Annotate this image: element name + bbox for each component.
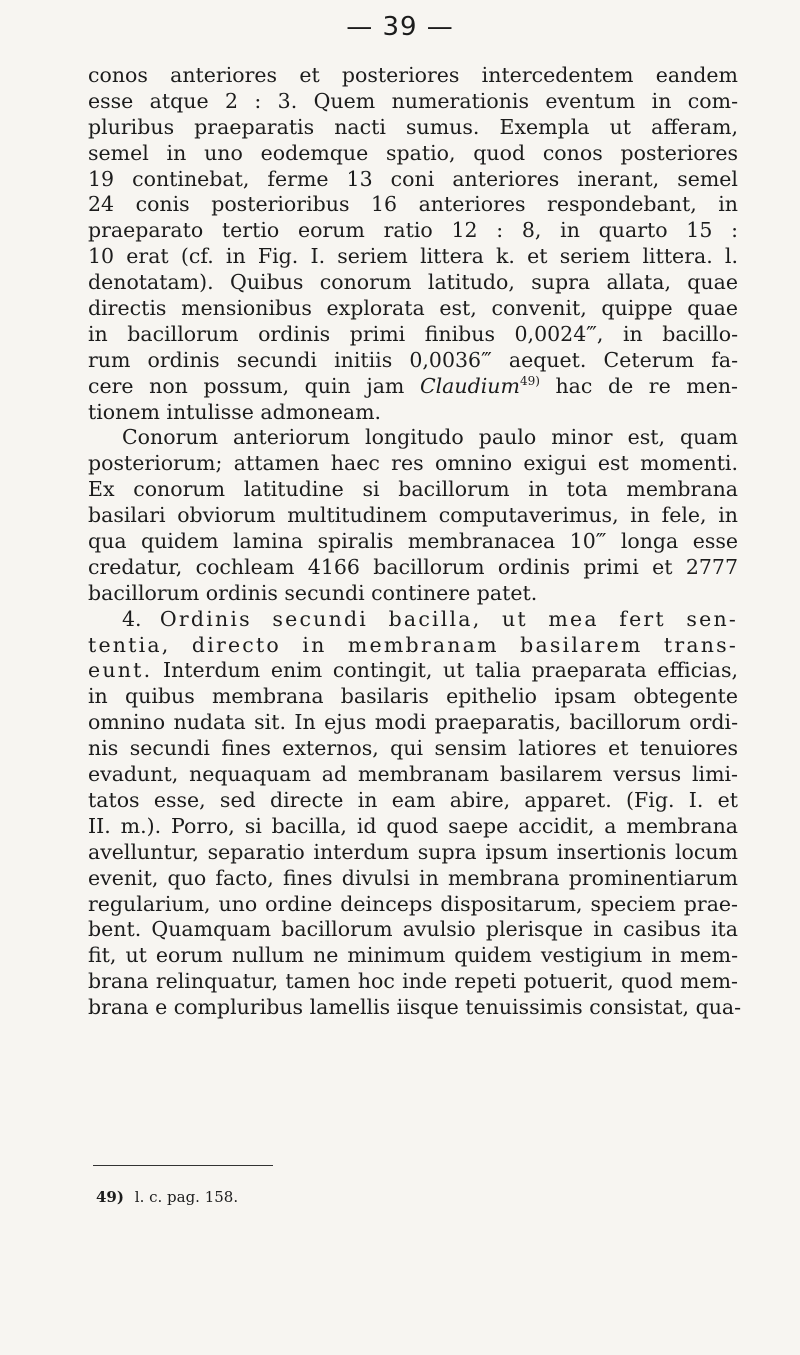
section-heading: eunt.	[88, 658, 153, 683]
page-number: — 39 —	[346, 12, 454, 42]
text-line: in quibus membrana basilaris epithelio ipsam obtegente	[88, 684, 738, 709]
text-line: bent. Quamquam bacillorum avulsio plerisque in casibus ita	[88, 917, 738, 942]
text-line: esse atque 2 : 3. Quem numerationis eventum in com-	[88, 88, 738, 113]
footnote-text: l. c. pag. 158.	[134, 1188, 239, 1206]
text-segment: Interdum enim contingit, ut talia praeparata efficias,	[162, 658, 738, 683]
text-line: rum ordinis secundi initiis 0,0036‴ aequet. Ceterum fa-	[88, 347, 738, 372]
section-heading: Ordinis secundi bacilla, ut mea fert sen-	[159, 606, 738, 631]
footnote-reference: 49)	[519, 373, 540, 388]
text-line: brana relinquatur, tamen hoc inde repeti potuerit, quod mem-	[88, 969, 738, 994]
text-segment: cere non possum, quin jam	[88, 373, 405, 398]
text-line: credatur, cochleam 4166 bacillorum ordinis primi et 2777	[88, 554, 738, 579]
text-line: nis secundi fines externos, qui sensim latiores et tenuiores	[88, 736, 738, 761]
text-line: semel in uno eodemque spatio, quod conos posteriores	[88, 140, 738, 165]
text-line: tionem intulisse admoneam.	[88, 399, 382, 424]
text-line: omnino nudata sit. In ejus modi praeparatis, bacillorum ordi-	[88, 710, 738, 735]
text-line: qua quidem lamina spiralis membranacea 10‴ longa esse	[88, 529, 738, 554]
cited-author: Claudium	[419, 373, 520, 398]
text-line-claudium	[88, 374, 738, 400]
text-line: conos anteriores et posteriores intercedentem eandem	[88, 63, 738, 87]
footnote-mark: 49)	[96, 1188, 124, 1206]
section-heading-line: tentia, directo in membranam basilarem trans-	[88, 632, 738, 657]
text-line: avelluntur, separatio interdum supra ipsum insertionis locum	[88, 839, 738, 864]
text-line: regularium, uno ordine deinceps dispositarum, speciem prae-	[88, 891, 738, 916]
text-line: praeparato tertio eorum ratio 12 : 8, in quarto 15 :	[88, 218, 738, 243]
text-line: tatos esse, sed directe in eam abire, apparet. (Fig. I. et	[88, 787, 738, 812]
text-line	[88, 658, 738, 684]
text-line: bacillorum ordinis secundi continere patet.	[88, 580, 538, 605]
text-line: basilari obviorum multitudinem computaverimus, in fele, in	[88, 503, 738, 528]
text-line: directis mensionibus explorata est, convenit, quippe quae	[88, 296, 738, 321]
text-line: evenit, quo facto, fines divulsi in membrana prominentiarum	[88, 865, 738, 890]
text-line: 10 erat (cf. in Fig. I. seriem littera k. et seriem littera. l.	[88, 244, 738, 269]
section-number: 4.	[122, 606, 142, 631]
text-line: denotatam). Quibus conorum latitudo, supra allata, quae	[88, 270, 738, 295]
text-line: posteriorum; attamen haec res omnino exigui est momenti.	[88, 451, 738, 476]
text-line: II. m.). Porro, si bacilla, id quod saepe accidit, a membrana	[88, 813, 738, 838]
text-line: pluribus praeparatis nacti sumus. Exempla ut afferam,	[88, 114, 738, 139]
footnote-divider	[93, 1165, 273, 1166]
text-line: fit, ut eorum nullum ne minimum quidem vestigium in mem-	[88, 943, 738, 968]
text-line: 24 conis posterioribus 16 anteriores respondebant, in	[88, 192, 738, 217]
text-segment: hac de re men-	[555, 373, 738, 398]
text-line: brana e compluribus lamellis iisque tenuissimis consistat, qua-	[88, 995, 742, 1020]
text-line: in bacillorum ordinis primi finibus 0,0024‴, in bacillo-	[88, 321, 738, 346]
body-text	[88, 63, 742, 1021]
section-heading-line	[88, 607, 738, 633]
footnote	[96, 1188, 238, 1206]
text-line: evadunt, nequaquam ad membranam basilarem versus limi-	[88, 762, 738, 787]
text-line: Ex conorum latitudine si bacillorum in tota membrana	[88, 477, 738, 502]
text-line: Conorum anteriorum longitudo paulo minor est, quam	[122, 425, 738, 450]
text-line: 19 continebat, ferme 13 coni anteriores inerant, semel	[88, 166, 738, 191]
